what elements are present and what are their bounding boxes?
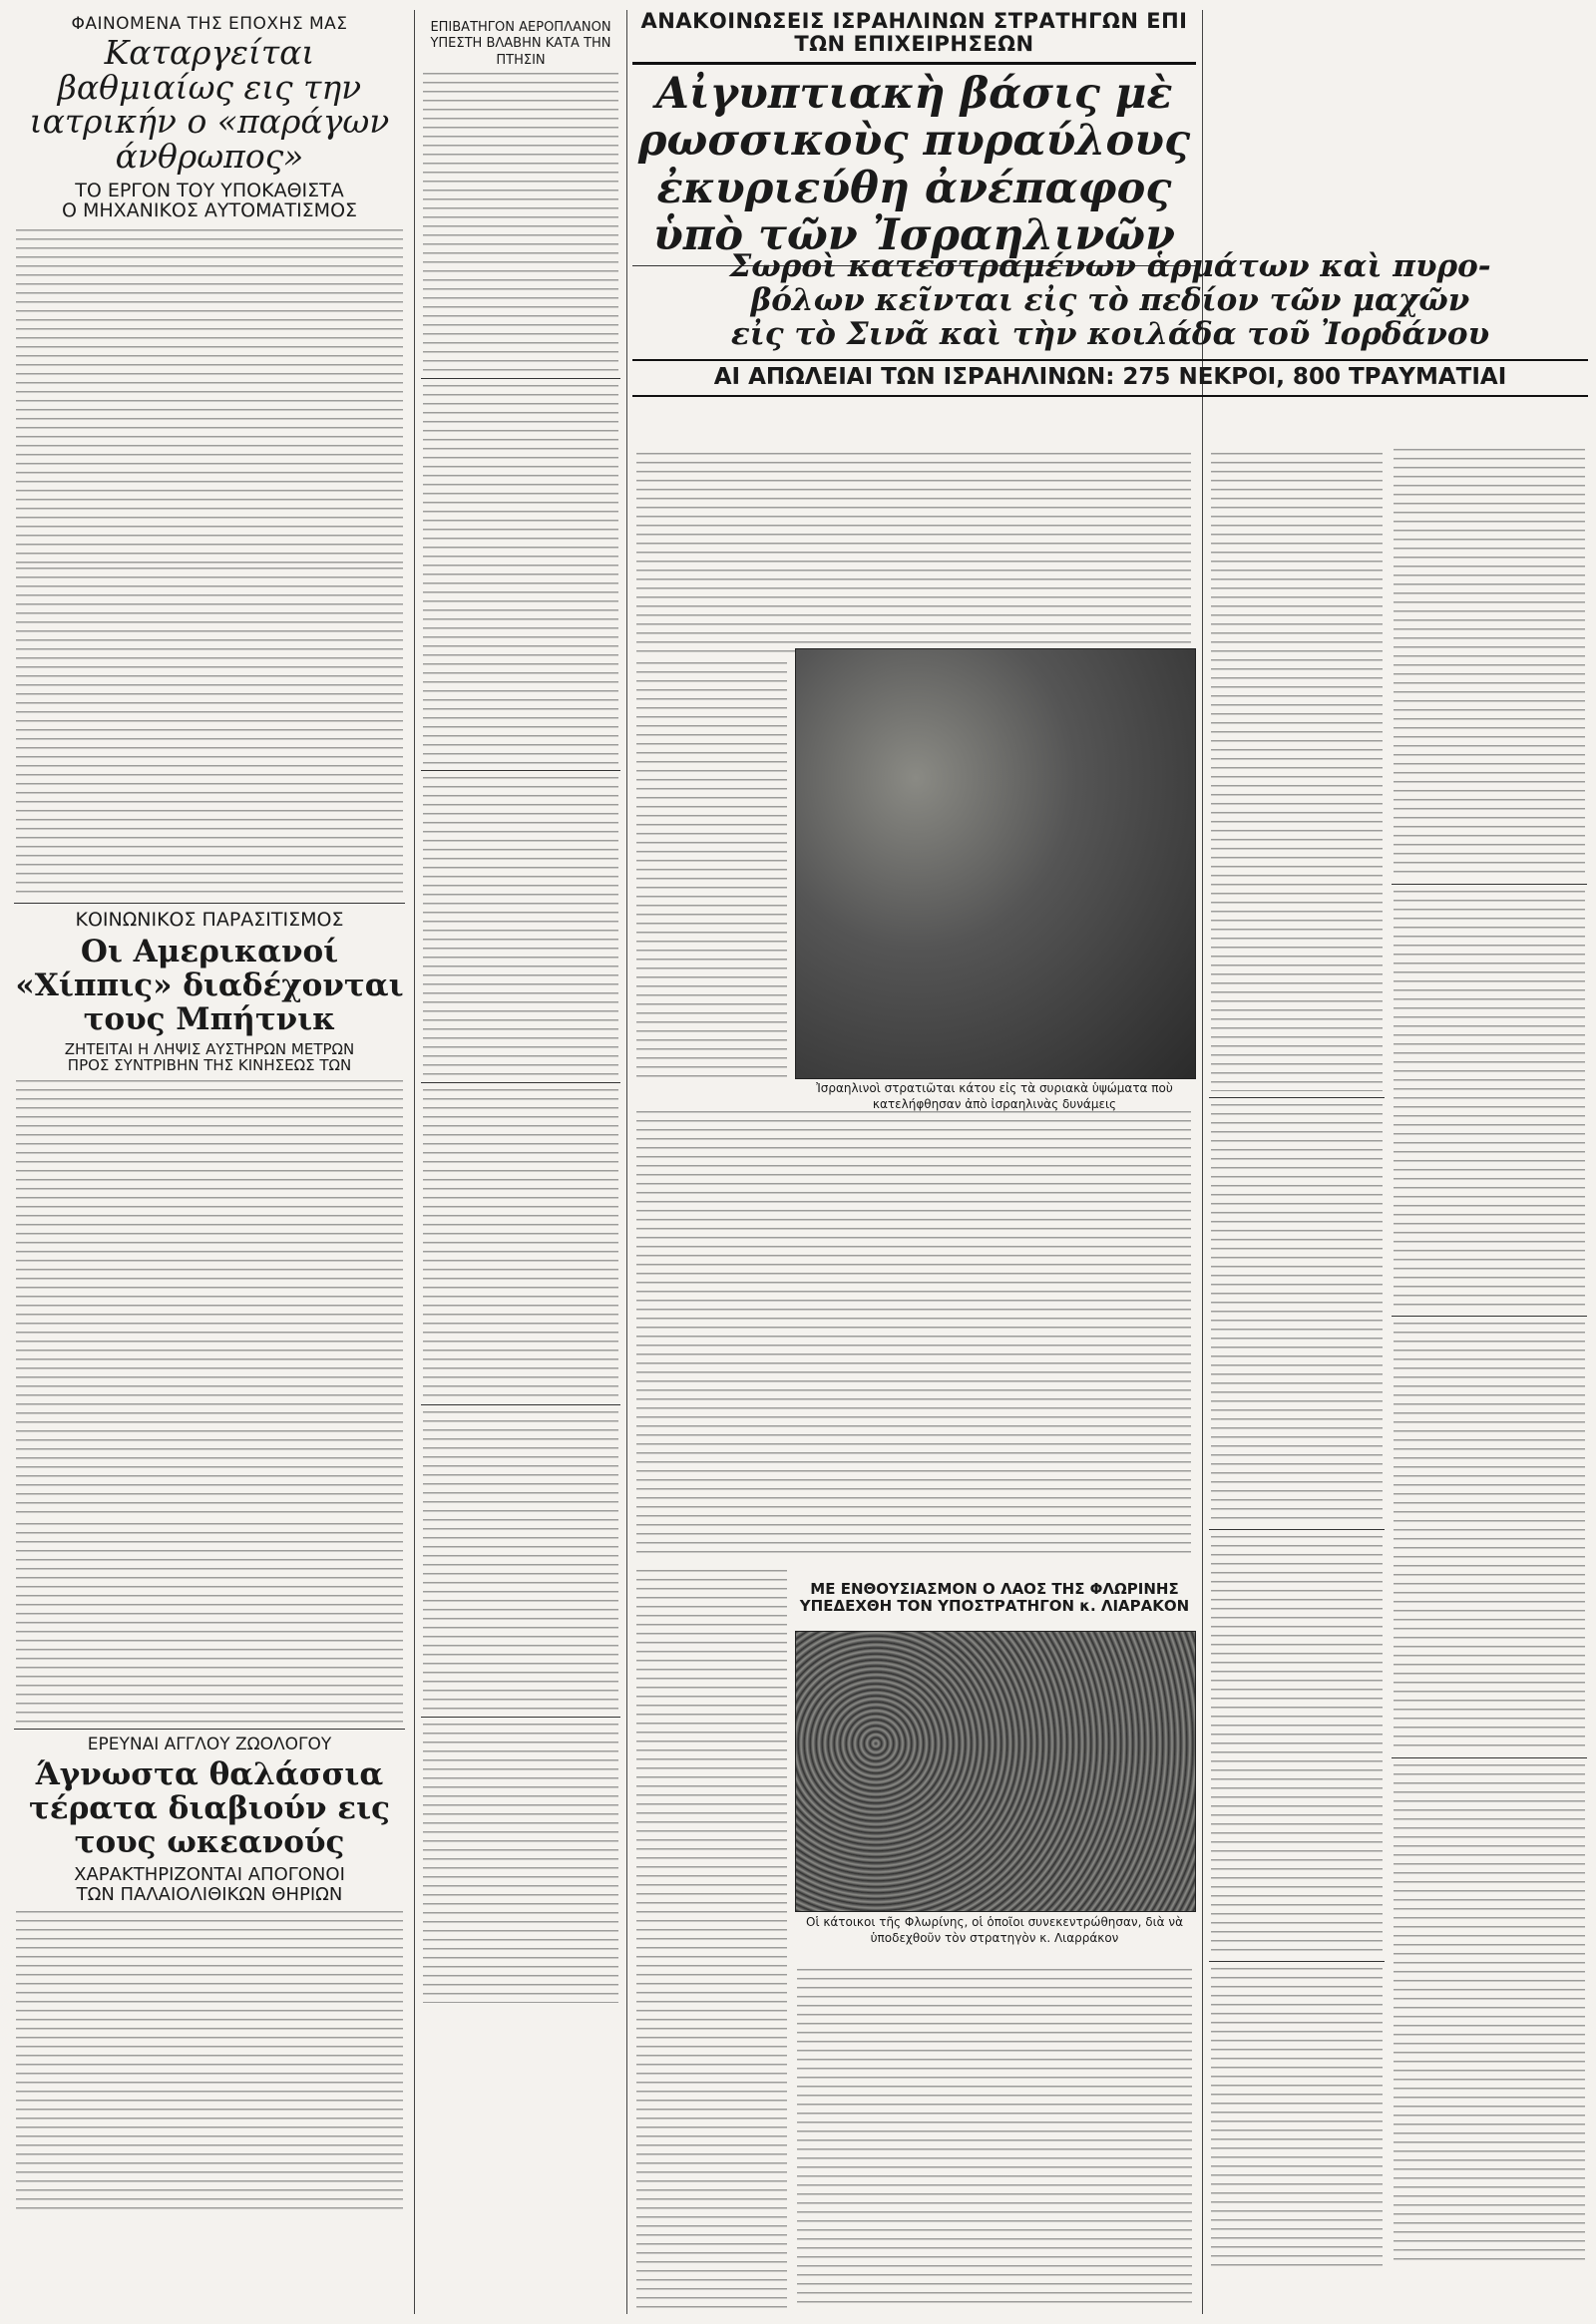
article-text bbox=[1394, 891, 1585, 1310]
divider bbox=[421, 1717, 620, 1718]
second-column bbox=[421, 10, 620, 2314]
left-subhead-5: ΧΑΡΑΚΤΗΡΙΖΟΝΤΑΙ ΑΠΟΓΟΝΟΙ bbox=[74, 1864, 345, 1886]
article-text bbox=[1394, 1764, 1585, 2263]
divider bbox=[421, 770, 620, 771]
left-section-2: ΕΡΕΥΝΑΙ ΑΓΓΛΟΥ ΖΩΟΛΟΓΟΥ bbox=[87, 1734, 332, 1754]
article-text bbox=[636, 662, 787, 1081]
main-kicker: ΑΝΑΚΟΙΝΩΣΕΙΣ ΙΣΡΑΗΛΙΝΩΝ ΣΤΡΑΤΗΓΩΝ ΕΠΙ ΤΩΝ ΕΠΙΧΕΙΡΗΣΕΩΝ bbox=[640, 9, 1188, 57]
bottom-main-text bbox=[795, 1965, 1194, 2312]
left-subhead-6: ΤΩΝ ΠΑΛΑΙΟΛΙΘΙΚΩΝ ΘΗΡΙΩΝ bbox=[76, 1884, 343, 1906]
article-text bbox=[16, 568, 403, 897]
divider bbox=[14, 1729, 405, 1730]
article-text bbox=[16, 1080, 403, 1519]
photo2-headline: ΜΕ ΕΝΘΟΥΣΙΑΣΜΟΝ Ο ΛΑΟΣ ΤΗΣ ΦΛΩΡΙΝΗΣ ΥΠΕΔΕΧΘΗ ΤΟΝ ΥΠΟΣΤΡΑΤΗΓΟΝ κ. ΛΙΑΡΑΚΟΝ bbox=[799, 1580, 1190, 1615]
article-text bbox=[636, 453, 1191, 652]
divider bbox=[1209, 1961, 1385, 1962]
second-top-head: ΕΠΙΒΑΤΗΓΟΝ ΑΕΡΟΠΛΑΝΟΝ ΥΠΕΣΤΗ ΒΛΑΒΗΝ ΚΑΤΑ ΤΗΝ ΠΤΗΣΙΝ bbox=[430, 20, 611, 68]
deck-line-2: βόλων κεῖνται εἰς τὸ πεδίον τῶν μαχῶν bbox=[750, 282, 1470, 319]
column-rule bbox=[414, 10, 415, 2314]
lower-main-body bbox=[634, 1107, 1193, 1564]
article-text bbox=[423, 1724, 618, 2003]
divider bbox=[421, 1404, 620, 1405]
article-text bbox=[1211, 453, 1383, 1091]
article-text bbox=[423, 777, 618, 1076]
article-text bbox=[16, 229, 403, 564]
article-text bbox=[636, 1111, 1191, 1560]
photo-florina-crowd bbox=[795, 1631, 1196, 1912]
article-text bbox=[423, 385, 618, 764]
deck-line-1: Σωροὶ κατεστραμένων ἁρμάτων καὶ πυρο- bbox=[729, 248, 1491, 284]
divider bbox=[1392, 1757, 1587, 1758]
divider bbox=[1209, 1097, 1385, 1098]
left-subhead-4: ΠΡΟΣ ΣΥΝΤΡΙΒΗΝ ΤΗΣ ΚΙΝΗΣΕΩΣ ΤΩΝ bbox=[67, 1056, 352, 1075]
main-headline-line-1: Αἰγυπτιακὴ βάσις μὲ ρωσσικοὺς πυραύλους bbox=[637, 69, 1191, 167]
photo1-caption: Ἰσραηλινοὶ στρατιῶται κάτου εἰς τὰ συριακὰ ὑψώματα ποὺ κατελήφθησαν ἀπὸ ἰσραηλινὰς δυνάμεις bbox=[816, 1081, 1173, 1111]
photo2-caption: Οἱ κάτοικοι τῆς Φλωρίνης, οἱ ὁποῖοι συνεκεντρώθησαν, διὰ νὰ ὑποδεχθοῦν τὸν στρατηγὸν κ. Λιαρράκον bbox=[806, 1915, 1183, 1945]
third-column bbox=[1209, 449, 1385, 2314]
main-article-body bbox=[634, 449, 1193, 656]
article-text bbox=[1211, 1104, 1383, 1523]
main-side-text bbox=[634, 658, 789, 1085]
divider bbox=[1392, 1316, 1587, 1317]
lower-side-text bbox=[634, 1566, 789, 2312]
left-headline-2: Οι Αμερικανοί «Χίππις» διαδέχονται τους Μπήτνικ bbox=[15, 934, 404, 1038]
left-subhead-1: ΤΟ ΕΡΓΟΝ ΤΟΥ ΥΠΟΚΑΘΙΣΤΑ bbox=[75, 179, 344, 201]
left-column bbox=[14, 10, 405, 2314]
divider bbox=[421, 1082, 620, 1083]
left-section-1: ΚΟΙΝΩΝΙΚΟΣ ΠΑΡΑΣΙΤΙΣΜΟΣ bbox=[75, 909, 344, 932]
left-headline-3: Άγνωστα θαλάσσια τέρατα διαβιούν εις τους ωκεανούς bbox=[28, 1756, 390, 1861]
article-text bbox=[16, 1523, 403, 1723]
left-headline: Καταργείται βαθμιαίως εις την ιατρικήν ο «παράγων άνθρωπος» bbox=[29, 33, 390, 176]
main-banner: ΑΙ ΑΠΩΛΕΙΑΙ ΤΩΝ ΙΣΡΑΗΛΙΝΩΝ: 275 ΝΕΚΡΟΙ, 800 ΤΡΑΥΜΑΤΙΑΙ bbox=[632, 359, 1588, 396]
divider bbox=[632, 62, 1196, 65]
divider bbox=[1392, 884, 1587, 885]
divider bbox=[1209, 1529, 1385, 1530]
fourth-column bbox=[1392, 10, 1587, 2314]
left-subhead-2: Ο ΜΗΧΑΝΙΚΟΣ ΑΥΤΟΜΑΤΙΣΜΟΣ bbox=[61, 199, 358, 222]
article-text bbox=[1211, 1968, 1383, 2267]
article-text bbox=[1394, 1323, 1585, 1751]
left-kicker: ΦΑΙΝΟΜΕΝΑ ΤΗΣ ΕΠΟΧΗΣ ΜΑΣ bbox=[71, 14, 348, 34]
article-text bbox=[16, 1911, 403, 2210]
divider bbox=[421, 378, 620, 379]
divider bbox=[14, 903, 405, 904]
left-subhead-3: ΖΗΤΕΙΤΑΙ Η ΛΗΨΙΣ ΑΥΣΤΗΡΩΝ ΜΕΤΡΩΝ bbox=[64, 1039, 355, 1058]
article-text bbox=[636, 1570, 787, 2308]
photo-israeli-soldiers bbox=[795, 648, 1196, 1079]
article-text bbox=[797, 1969, 1192, 2308]
article-text bbox=[423, 1089, 618, 1398]
article-text bbox=[423, 73, 618, 372]
article-text bbox=[1394, 449, 1585, 878]
deck-line-3: εἰς τὸ Σινᾶ καὶ τὴν κοιλάδα τοῦ Ἰορδάνου bbox=[730, 316, 1490, 353]
article-text bbox=[423, 1411, 618, 1711]
article-text bbox=[1211, 1536, 1383, 1955]
main-headline-line-2: ἐκυριεύθη ἀνέπαφος ὑπὸ τῶν Ἰσραηλινῶν bbox=[653, 163, 1175, 261]
column-rule bbox=[626, 10, 627, 2314]
